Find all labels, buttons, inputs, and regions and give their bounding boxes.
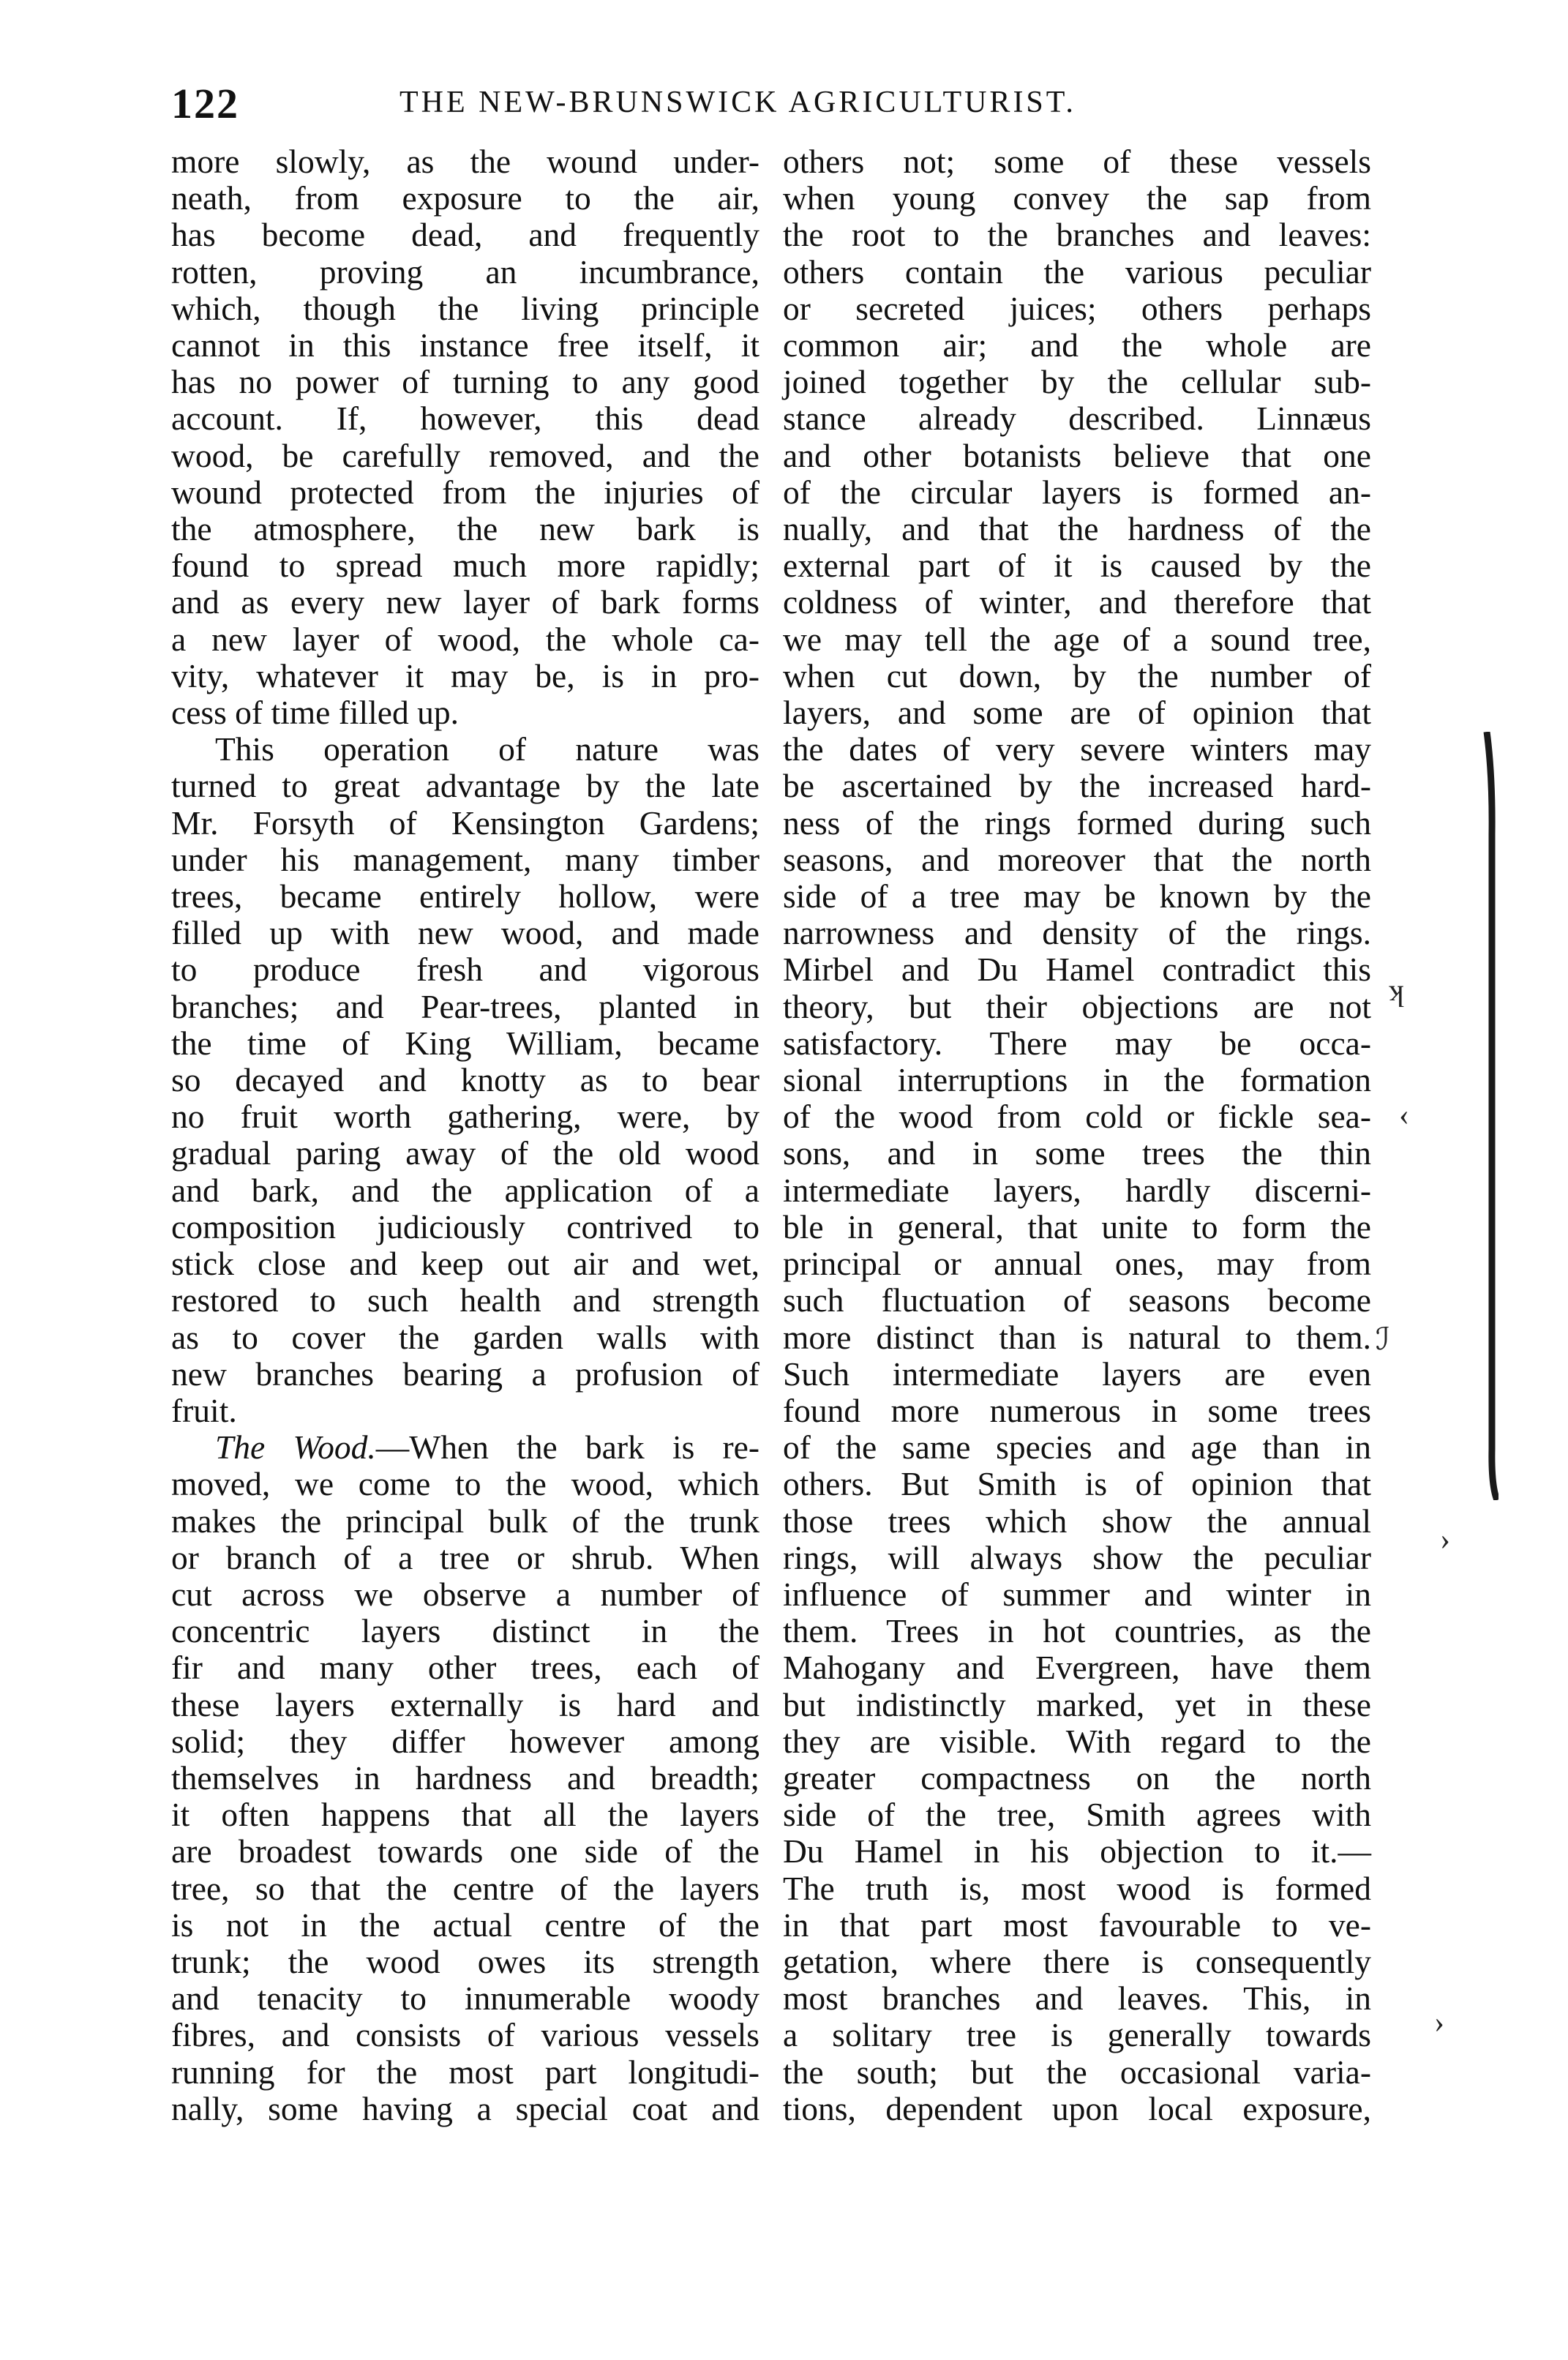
text-line: external part of it is caused by the (783, 547, 1371, 585)
text-line: sons, and in some trees the thin (783, 1134, 1371, 1172)
text-line: so decayed and knotty as to bear (171, 1061, 759, 1099)
text-line: they are visible. With regard to the (783, 1722, 1371, 1760)
text-line: the time of King William, became (171, 1024, 759, 1062)
text-line: a solitary tree is generally towards (783, 2016, 1371, 2054)
page-number: 122 (171, 80, 239, 127)
text-line: cess of time filled up. (171, 694, 459, 732)
text-line: restored to such health and strength (171, 1281, 759, 1319)
text-line: found to spread much more rapidly; (171, 547, 759, 585)
text-line: has no power of turning to any good (171, 363, 759, 401)
text-line: the atmosphere, the new bark is (171, 510, 759, 548)
text-line: greater compactness on the north (783, 1758, 1371, 1797)
text-line: more slowly, as the wound under- (171, 143, 759, 180)
text-line: Mr. Forsyth of Kensington Gardens; (171, 803, 759, 842)
text-line: getation, where there is consequently (783, 1942, 1371, 1980)
text-line: fir and many other trees, each of (171, 1649, 759, 1687)
text-line: under his management, many timber (171, 840, 759, 878)
text-line: Du Hamel in his objection to it.— (783, 1832, 1371, 1870)
text-line: of the circular layers is formed an- (783, 473, 1371, 511)
text-line: ble in general, that unite to form the (783, 1207, 1371, 1245)
text-line: solid; they differ however among (171, 1722, 759, 1760)
text-line: nually, and that the hardness of the (783, 510, 1371, 548)
text-line: themselves in hardness and breadth; (171, 1758, 759, 1797)
text-line: fruit. (171, 1391, 237, 1429)
text-line: gradual paring away of the old wood (171, 1134, 759, 1172)
text-line: running for the most part longitudi- (171, 2053, 759, 2091)
text-line: rings, will always show the peculiar (783, 1538, 1371, 1576)
text-line: or secreted juices; others perhaps (783, 289, 1371, 327)
text-line: is not in the actual centre of the (171, 1906, 759, 1944)
text-line: those trees which show the annual (783, 1502, 1371, 1540)
text-line: a new layer of wood, the whole ca- (171, 620, 759, 658)
text-line: stick close and keep out air and wet, (171, 1245, 759, 1283)
text-line: such fluctuation of seasons become (783, 1281, 1371, 1319)
text-line: trunk; the wood owes its strength (171, 1942, 759, 1980)
text-line: when cut down, by the number of (783, 656, 1371, 694)
margin-mark: ‹ (1399, 1098, 1409, 1132)
left-column (171, 143, 759, 2127)
text-line: principal or annual ones, may from (783, 1245, 1371, 1283)
text-line: others. But Smith is of opinion that (783, 1465, 1371, 1503)
text-line: and tenacity to innumerable woody (171, 1979, 759, 2018)
text-line: of the wood from cold or fickle sea- (783, 1098, 1371, 1136)
text-line: turned to great advantage by the late (171, 767, 759, 805)
text-line: in that part most favourable to ve- (783, 1906, 1371, 1944)
text-line: and bark, and the application of a (171, 1171, 759, 1209)
text-line: Mirbel and Du Hamel contradict this (783, 951, 1371, 989)
text-line: others not; some of these vessels (783, 143, 1371, 180)
text-line: composition judiciously contrived to (171, 1207, 759, 1245)
text-line: account. If, however, this dead (171, 400, 759, 438)
text-line: The Wood.—When the bark is re- (215, 1428, 759, 1466)
text-line: Mahogany and Evergreen, have them (783, 1649, 1371, 1687)
margin-pencil-bracket (1482, 732, 1498, 1500)
text-line: tree, so that the centre of the layers (171, 1869, 759, 1907)
text-line: narrowness and density of the rings. (783, 914, 1371, 952)
text-line: vity, whatever it may be, is in pro- (171, 656, 759, 694)
text-line: satisfactory. There may be occa- (783, 1024, 1371, 1062)
text-line: makes the principal bulk of the trunk (171, 1502, 759, 1540)
text-line: filled up with new wood, and made (171, 914, 759, 952)
text-line: branches; and Pear-trees, planted in (171, 987, 759, 1025)
text-line: intermediate layers, hardly discerni- (783, 1171, 1371, 1209)
margin-mark: › (1434, 2006, 1444, 2039)
text-line: ness of the rings formed during such (783, 803, 1371, 842)
text-line: theory, but their objections are not (783, 987, 1371, 1025)
margin-mark: ℐ (1376, 1323, 1390, 1357)
text-line: concentric layers distinct in the (171, 1612, 759, 1650)
text-line: more distinct than is natural to them. (783, 1318, 1371, 1356)
text-line: The truth is, most wood is formed (783, 1869, 1371, 1907)
text-line: cannot in this instance free itself, it (171, 326, 759, 364)
margin-mark: › (1440, 1523, 1450, 1557)
text-line: Such intermediate layers are even (783, 1355, 1371, 1393)
text-line: be ascertained by the increased hard- (783, 767, 1371, 805)
margin-mark: ʞ (1389, 974, 1404, 1008)
running-title: THE NEW-BRUNSWICK AGRICULTURIST. (399, 86, 1076, 119)
text-line: the dates of very severe winters may (783, 730, 1371, 768)
text-line: side of the tree, Smith agrees with (783, 1796, 1371, 1834)
section-heading: The Wood. (215, 1428, 376, 1466)
text-line: are broadest towards one side of the (171, 1832, 759, 1870)
text-line: new branches bearing a profusion of (171, 1355, 759, 1393)
text-line: side of a tree may be known by the (783, 877, 1371, 915)
text-line: influence of summer and winter in (783, 1575, 1371, 1613)
text-line: fibres, and consists of various vessels (171, 2016, 759, 2054)
text-line: them. Trees in hot countries, as the (783, 1612, 1371, 1650)
text-line: sional interruptions in the formation (783, 1061, 1371, 1099)
text-line: found more numerous in some trees (783, 1391, 1371, 1429)
text-line: moved, we come to the wood, which (171, 1465, 759, 1503)
text-line: trees, became entirely hollow, were (171, 877, 759, 915)
text-line: or branch of a tree or shrub. When (171, 1538, 759, 1576)
text-line: as to cover the garden walls with (171, 1318, 759, 1356)
text-line: has become dead, and frequently (171, 216, 759, 254)
text-line: tions, dependent upon local exposure, (783, 2089, 1371, 2127)
page-header (171, 79, 1122, 127)
text-line: when young convey the sap from (783, 179, 1371, 217)
text-line: the south; but the occasional varia- (783, 2053, 1371, 2091)
text-line: these layers externally is hard and (171, 1685, 759, 1723)
text-line: but indistinctly marked, yet in these (783, 1685, 1371, 1723)
text-line: common air; and the whole are (783, 326, 1371, 364)
text-line: of the same species and age than in (783, 1428, 1371, 1466)
text-line: and as every new layer of bark forms (171, 583, 759, 621)
text-line: and other botanists believe that one (783, 436, 1371, 474)
text-line: layers, and some are of opinion that (783, 694, 1371, 732)
text-line: no fruit worth gathering, were, by (171, 1098, 759, 1136)
text-line: which, though the living principle (171, 289, 759, 327)
text-line: we may tell the age of a sound tree, (783, 620, 1371, 658)
text-line: the root to the branches and leaves: (783, 216, 1371, 254)
text-line: coldness of winter, and therefore that (783, 583, 1371, 621)
text-line: This operation of nature was (215, 730, 759, 768)
text-line: cut across we observe a number of (171, 1575, 759, 1613)
text-line: stance already described. Linnæus (783, 400, 1371, 438)
text-line: most branches and leaves. This, in (783, 1979, 1371, 2018)
text-line: it often happens that all the layers (171, 1796, 759, 1834)
text-line: neath, from exposure to the air, (171, 179, 759, 217)
text-line: wood, be carefully removed, and the (171, 436, 759, 474)
text-line: joined together by the cellular sub- (783, 363, 1371, 401)
text-line: rotten, proving an incumbrance, (171, 252, 759, 291)
text-line: to produce fresh and vigorous (171, 951, 759, 989)
text-line: others contain the various peculiar (783, 252, 1371, 291)
text-line: wound protected from the injuries of (171, 473, 759, 511)
right-column (783, 143, 1371, 2127)
text-line: nally, some having a special coat and (171, 2089, 759, 2127)
text-line: seasons, and moreover that the north (783, 840, 1371, 878)
